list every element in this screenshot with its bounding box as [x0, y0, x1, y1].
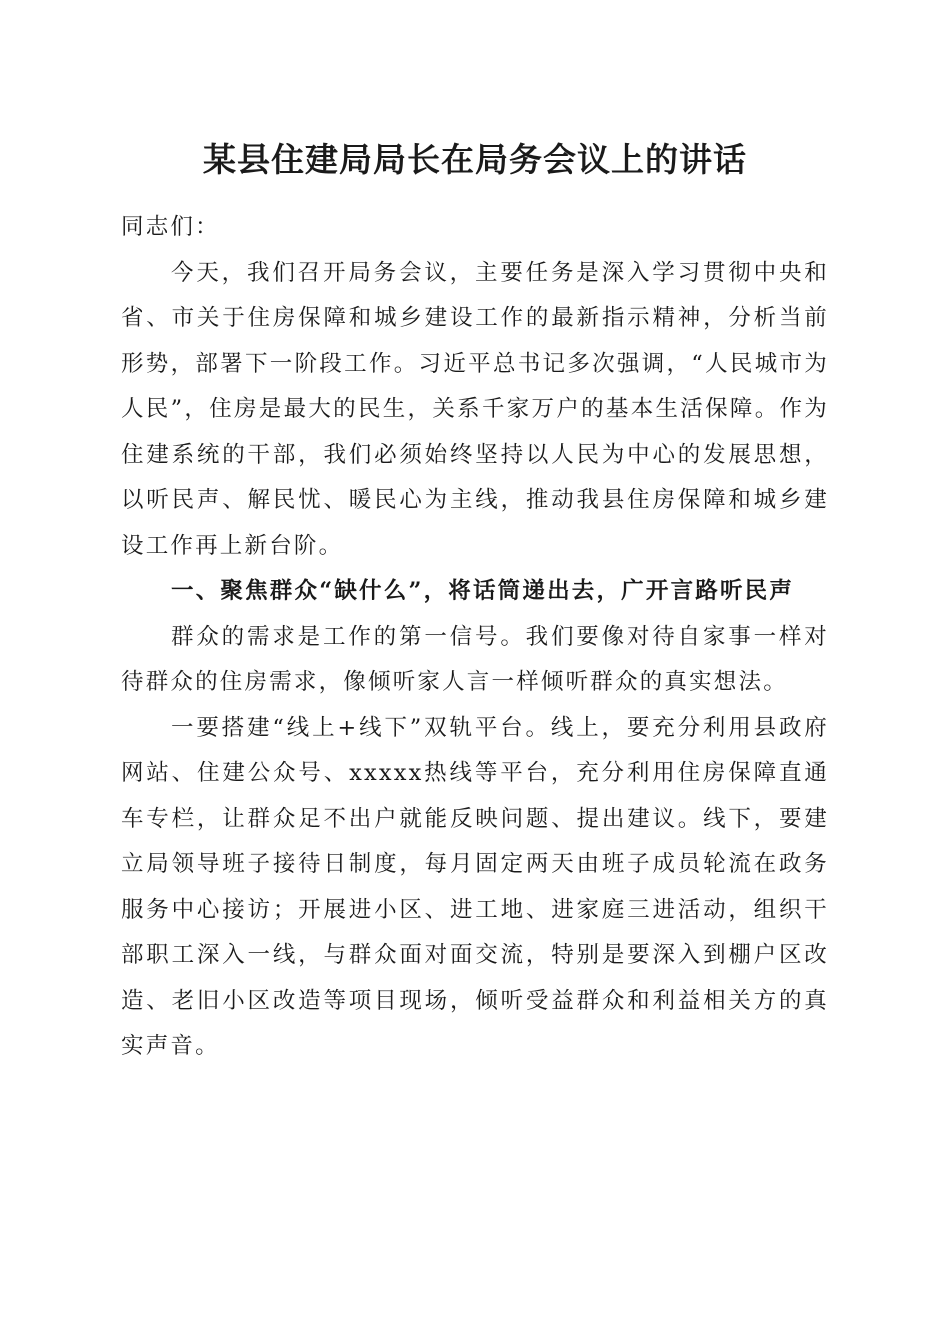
paragraph-section-1-point-1: 一要搭建“线上+线下”双轨平台。线上，要充分利用县政府网站、住建公众号、xxxxx热线等平台，充分利用住房保障直通车专栏，让群众足不出户就能反映问题、提出建议。线下，要建立局领导班子接待日制度，每月固定两天由班子成员轮流在政务服务中心接访；开展进小区、进工地、进家庭三进活动，组织干部职工深入一线，与群众面对面交流，特别是要深入到棚户区改造、老旧小区改造等项目现场，倾听受益群众和利益相关方的真实声音。: [121, 714, 829, 1059]
paragraph-intro: 今天，我们召开局务会议，主要任务是深入学习贯彻中央和省、市关于住房保障和城乡建设工作的最新指示精神，分析当前形势，部署下一阶段工作。习近平总书记多次强调，“人民城市为人民”，住房是最大的民生，关系千家万户的基本生活保障。作为住建系统的干部，我们必须始终坚持以人民为中心的发展思想，以听民声、解民忧、暖民心为主线，推动我县住房保障和城乡建设工作再上新台阶。: [121, 259, 829, 559]
document-title: 某县住建局局长在局务会议上的讲话: [203, 140, 747, 179]
paragraph-section-1-lead: 群众的需求是工作的第一信号。我们要像对待自家事一样对待群众的住房需求，像倾听家人言一样倾听群众的真实想法。: [121, 623, 829, 695]
salutation: 同志们：: [121, 214, 220, 240]
document-body: [121, 205, 829, 1070]
section-heading-1: 一、聚焦群众“缺什么”，将话筒递出去，广开言路听民声: [171, 578, 795, 604]
